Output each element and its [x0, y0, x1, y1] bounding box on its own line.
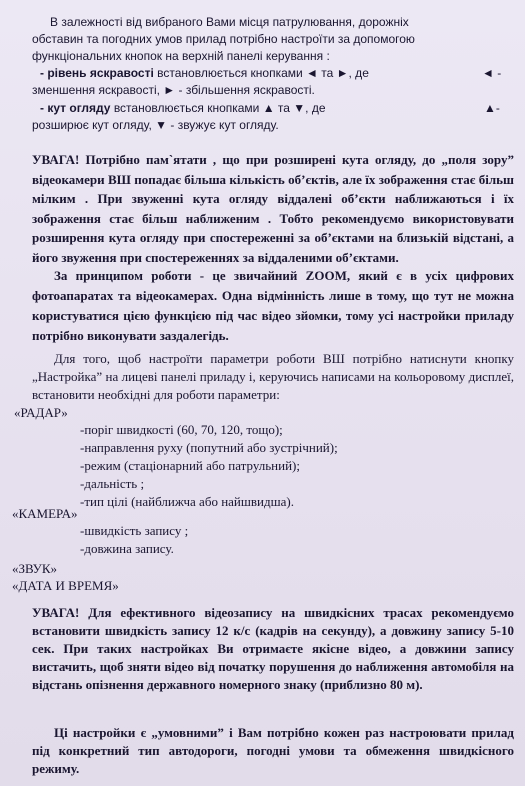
radar-item: -дальність ;	[80, 476, 145, 491]
radar-title: «РАДАР»	[14, 405, 68, 420]
angle-text: встановлюється кнопками ▲ та ▼, де	[113, 101, 326, 115]
closing-paragraph: Ці настройки є „умовними” і Вам потрібно кожен раз настроювати прилад під конкретний тип автодороги, погодні умови та обмеження швидкісного режиму.	[32, 725, 514, 776]
radar-item: -тип цілі (найближча або найшвидша).	[80, 494, 294, 509]
angle-line	[40, 100, 326, 117]
camera-item: -довжина запису.	[80, 541, 174, 556]
brightness-line	[40, 65, 369, 82]
brightness-decrease-marker: ◄ -	[482, 66, 502, 80]
brightness-label: - рівень яскравості	[40, 66, 154, 80]
sound-title: «ЗВУК»	[12, 561, 58, 576]
warning-2: УВАГА! Для ефективного відеозапису на швидкісних трасах рекомендуємо встановити швидкість запису 12 к/с (кадрів на секунду), а довжину запису 5-10 сек. При таких настройках Ви отримаєте якісне відео, а довжини запису вистачить, щоб зняти відео від початку порушення до наближення автомобіля на відстань опізнення державного номерного знаку (приблизно 80 м).	[32, 605, 514, 692]
angle-line-2: розширює кут огляду, ▼ - звужує кут огляду.	[32, 118, 279, 132]
radar-list	[80, 421, 338, 511]
settings-intro: Для того, щоб настроїти параметри роботи ВШ потрібно натиснути кнопку „Настройка” на лицеві панелі приладу і, керуючись написами на кольоровому дисплеї, встановити необхідні для роботи параметри:	[32, 351, 514, 402]
camera-item: -швидкість запису ;	[80, 523, 189, 538]
camera-list	[80, 522, 188, 558]
radar-item: -режим (стаціонарний або патрульний);	[80, 458, 300, 473]
angle-widen-marker: ▲-	[484, 101, 500, 115]
brightness-text: встановлюється кнопками ◄ та ►, де	[157, 66, 369, 80]
warning-1: УВАГА! Потрібно пам`ятати , що при розширені кута огляду, до „поля зору” відеокамери ВШ попадає більша кількість об’єктів, але їх зображення стає більш мілким . При звуженні кута огляду віддалені об’єкти наближаються і їх зображення стає більш наближеним . Тобто рекомендуємо використовувати розширення кута огляду при спостереженні за об’єктами на близькій відстані, а його звуження при спостереженнях за віддаленими об’єктами.	[32, 152, 514, 265]
radar-item: -поріг швидкості (60, 70, 120, тощо);	[80, 422, 283, 437]
intro-line-1: В залежності від вибраного Вами місця патрулювання, дорожніх	[50, 15, 409, 29]
radar-item: -направлення руху (попутний або зустрічний);	[80, 440, 338, 455]
brightness-line-2: зменшення яскравості, ► - збільшення яскравості.	[32, 83, 315, 97]
intro-line-2: обставин та погодних умов прилад потрібно настроїти за допомогою	[32, 32, 415, 46]
datetime-title: «ДАТА И ВРЕМЯ»	[12, 578, 119, 593]
angle-label: - кут огляду	[40, 101, 111, 115]
zoom-paragraph: За принципом роботи - це звичайний ZOOM, який є в усіх цифрових фотоапаратах та відеокамерах. Одна відмінність лише в тому, що тут не можна користуватися цією функцією під час відео зйомки, тому усі настройки приладу потрібно виконувати заздалегідь.	[32, 268, 514, 343]
intro-line-3: функціональних кнопок на верхній панелі керування :	[32, 49, 330, 63]
camera-title: «КАМЕРА»	[12, 506, 78, 521]
